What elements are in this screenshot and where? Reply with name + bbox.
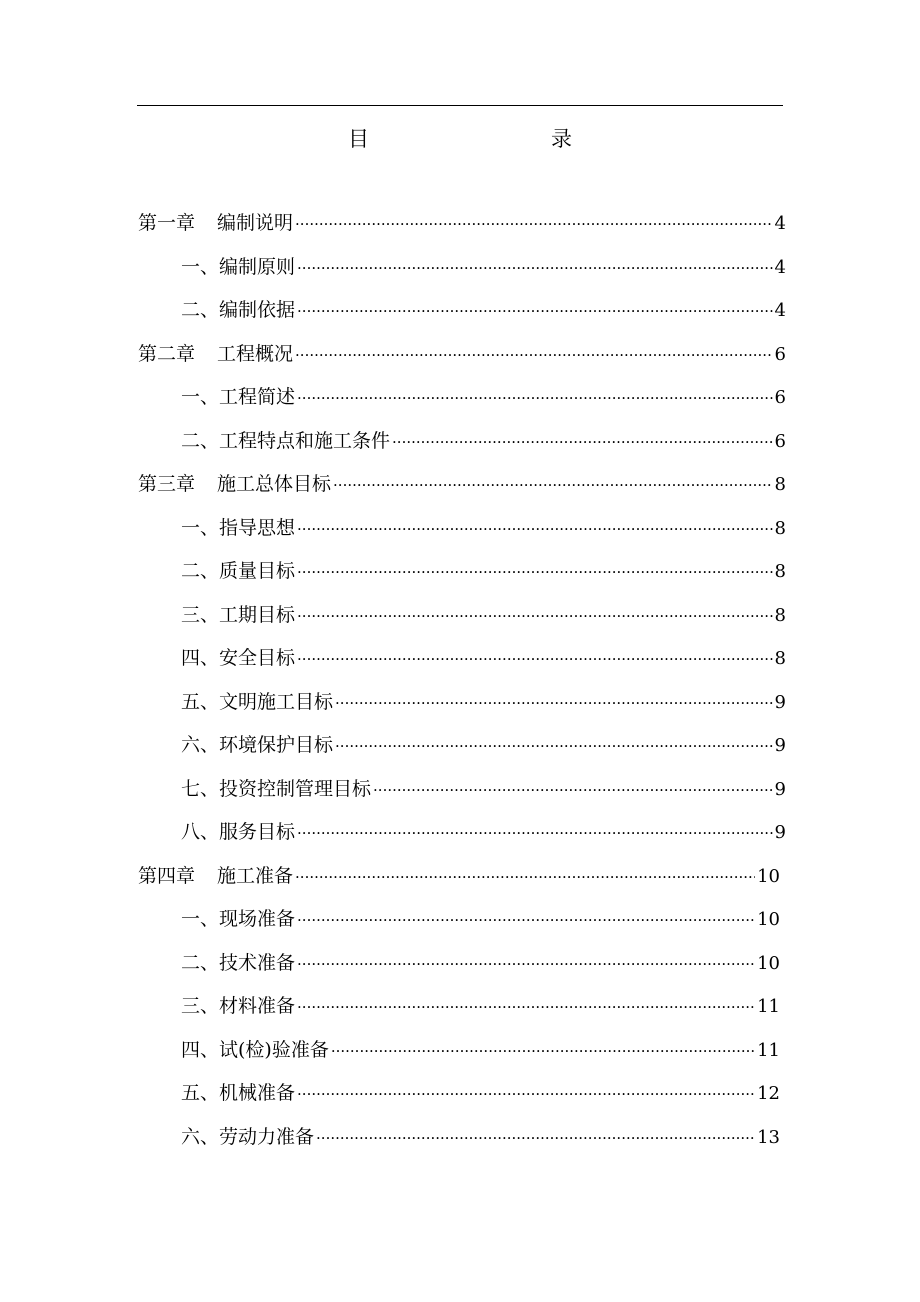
toc-entry-prefix: 四、 — [181, 647, 220, 669]
toc-title — [0, 123, 920, 155]
toc-entry-label — [181, 768, 371, 810]
toc-chapter-entry[interactable] — [138, 463, 786, 505]
toc-section-entry[interactable] — [181, 811, 786, 853]
toc-entry-prefix: 一、 — [181, 386, 220, 408]
toc-entry-text: 指导思想 — [219, 516, 296, 539]
toc-dot-leader — [297, 638, 773, 680]
toc-dot-leader — [297, 986, 755, 1028]
toc-entry-label — [181, 594, 295, 636]
toc-entry-label — [138, 333, 293, 375]
toc-entry-label — [181, 724, 333, 766]
toc-dot-leader — [297, 290, 773, 332]
toc-entry-prefix: 一、 — [181, 908, 220, 930]
toc-page-number: 4 — [774, 213, 786, 234]
toc-page-number: 9 — [774, 822, 786, 843]
toc-entry-prefix: 二、 — [181, 560, 220, 582]
toc-entry-prefix: 三、 — [181, 603, 220, 626]
toc-chapter-entry[interactable] — [138, 855, 780, 897]
toc-entry-text: 工程特点和施工条件 — [219, 429, 391, 452]
toc-entry-prefix: 二、 — [181, 429, 220, 452]
toc-entry-prefix: 三、 — [181, 995, 220, 1017]
toc-chapter-entry[interactable] — [138, 202, 786, 244]
toc-section-entry[interactable] — [181, 681, 786, 723]
toc-dot-leader — [297, 508, 773, 550]
toc-dot-leader — [373, 769, 773, 811]
toc-entry-label — [181, 811, 295, 853]
toc-entry-prefix: 六、 — [181, 1125, 220, 1148]
toc-section-entry[interactable] — [181, 420, 786, 462]
toc-entry-label — [138, 855, 293, 897]
toc-dot-leader — [295, 334, 773, 376]
toc-entry-text: 工程概况 — [217, 342, 294, 365]
toc-entry-label — [181, 376, 295, 418]
toc-dot-leader — [295, 203, 773, 245]
toc-entry-label — [181, 1029, 329, 1071]
toc-section-entry[interactable] — [181, 550, 786, 592]
toc-section-entry[interactable] — [181, 637, 786, 679]
toc-section-entry[interactable] — [181, 985, 780, 1027]
toc-dot-leader — [295, 856, 755, 898]
toc-entry-prefix: 第四章 — [138, 864, 196, 887]
toc-entry-label — [181, 246, 295, 288]
toc-page-number: 10 — [757, 865, 780, 887]
toc-entry-prefix: 五、 — [181, 1082, 220, 1104]
toc-page-number: 4 — [774, 300, 786, 321]
toc-entry-text: 环境保护目标 — [219, 734, 334, 756]
toc-section-entry[interactable] — [181, 289, 786, 331]
toc-chapter-entry[interactable] — [138, 333, 786, 375]
toc-entry-label — [138, 202, 293, 244]
toc-page-number: 9 — [774, 778, 786, 800]
toc-section-entry[interactable] — [181, 1072, 780, 1114]
toc-page-number: 9 — [774, 691, 786, 713]
toc-dot-leader — [297, 812, 773, 854]
toc-entry-label — [181, 898, 295, 940]
toc-page-number: 11 — [757, 996, 780, 1017]
toc-entry-text: 工程简述 — [219, 386, 296, 408]
toc-page-number: 8 — [774, 517, 786, 539]
toc-page-number: 8 — [774, 604, 786, 626]
toc-entry-prefix: 第三章 — [138, 473, 196, 495]
toc-entry-prefix: 二、 — [181, 299, 220, 321]
toc-entry-prefix: 六、 — [181, 734, 220, 756]
toc-dot-leader — [297, 1073, 755, 1115]
toc-section-entry[interactable] — [181, 594, 786, 636]
toc-entry-text: 文明施工目标 — [219, 690, 334, 713]
toc-title-right: 录 — [551, 127, 572, 151]
toc-title-left: 目 — [348, 127, 369, 151]
toc-dot-leader — [331, 1030, 755, 1072]
toc-page-number: 8 — [774, 474, 786, 495]
toc-entry-label — [181, 420, 390, 462]
toc-entry-text: 现场准备 — [219, 908, 296, 930]
toc-entry-text: 质量目标 — [219, 560, 296, 582]
toc-entry-prefix: 七、 — [181, 777, 220, 800]
toc-entry-text: 投资控制管理目标 — [219, 777, 372, 800]
toc-section-entry[interactable] — [181, 376, 786, 418]
toc-dot-leader — [335, 725, 773, 767]
toc-entry-text: 施工总体目标 — [217, 473, 332, 495]
toc-entry-text: 服务目标 — [219, 821, 296, 843]
toc-section-entry[interactable] — [181, 1116, 780, 1158]
toc-dot-leader — [297, 247, 773, 289]
toc-entry-text: 施工准备 — [217, 864, 294, 887]
toc-dot-leader — [297, 377, 773, 419]
toc-dot-leader — [333, 464, 773, 506]
toc-entry-label — [138, 463, 331, 505]
toc-entry-label — [181, 507, 295, 549]
toc-entry-text: 材料准备 — [219, 995, 296, 1017]
toc-page-number: 6 — [774, 387, 786, 408]
toc-dot-leader — [392, 421, 773, 463]
toc-entry-text: 安全目标 — [219, 647, 296, 669]
toc-dot-leader — [316, 1117, 755, 1159]
toc-entry-prefix: 一、 — [181, 255, 220, 278]
toc-entry-text: 编制说明 — [217, 212, 294, 234]
toc-dot-leader — [335, 682, 773, 724]
toc-entry-text: 试(检)验准备 — [219, 1038, 329, 1061]
toc-entry-text: 技术准备 — [219, 951, 296, 974]
toc-dot-leader — [297, 943, 755, 985]
toc-entry-label — [181, 637, 295, 679]
toc-page-number: 4 — [774, 256, 786, 278]
toc-entry-prefix: 二、 — [181, 951, 220, 974]
toc-section-entry[interactable] — [181, 724, 786, 766]
toc-entry-prefix: 一、 — [181, 516, 220, 539]
toc-page-number: 12 — [757, 1083, 780, 1104]
toc-dot-leader — [297, 595, 773, 637]
toc-page-number: 11 — [757, 1039, 780, 1061]
toc-section-entry[interactable] — [181, 942, 780, 984]
toc-entry-text: 劳动力准备 — [219, 1125, 315, 1148]
toc-entry-prefix: 第一章 — [138, 212, 196, 234]
toc-entry-prefix: 第二章 — [138, 342, 196, 365]
toc-section-entry[interactable] — [181, 507, 786, 549]
toc-entry-text: 编制依据 — [219, 299, 296, 321]
toc-page-number: 6 — [774, 343, 786, 365]
toc-page-number: 8 — [774, 648, 786, 669]
toc-page-number: 8 — [774, 561, 786, 582]
toc-section-entry[interactable] — [181, 246, 786, 288]
toc-section-entry[interactable] — [181, 898, 780, 940]
toc-entry-text: 编制原则 — [219, 255, 296, 278]
toc-entry-text: 机械准备 — [219, 1082, 296, 1104]
toc-dot-leader — [297, 899, 755, 941]
toc-page-number: 13 — [757, 1126, 780, 1148]
toc-entry-label — [181, 1072, 295, 1114]
toc-section-entry[interactable] — [181, 768, 786, 810]
header-rule — [137, 105, 783, 106]
toc-page-number: 10 — [757, 952, 780, 974]
toc-entry-prefix: 八、 — [181, 821, 220, 843]
toc-entry-prefix: 五、 — [181, 690, 220, 713]
toc-dot-leader — [297, 551, 773, 593]
toc-page-number: 10 — [757, 909, 780, 930]
toc-page-number: 6 — [774, 430, 786, 452]
toc-entry-text: 工期目标 — [219, 603, 296, 626]
toc-section-entry[interactable] — [181, 1029, 780, 1071]
toc-entry-label — [181, 681, 333, 723]
toc-page-number: 9 — [774, 735, 786, 756]
toc-entry-prefix: 四、 — [181, 1038, 220, 1061]
toc-entry-label — [181, 985, 295, 1027]
toc-entry-label — [181, 942, 295, 984]
toc-entry-label — [181, 550, 295, 592]
toc-entry-label — [181, 289, 295, 331]
toc-entry-label — [181, 1116, 314, 1158]
